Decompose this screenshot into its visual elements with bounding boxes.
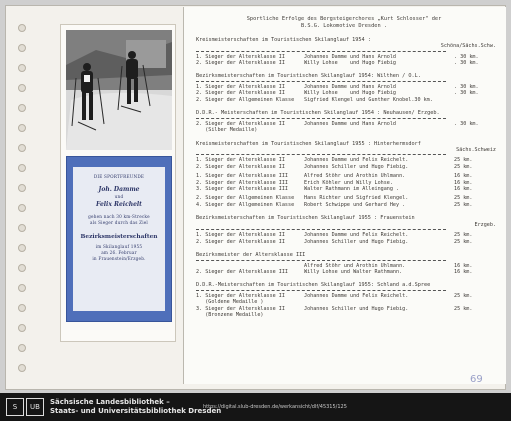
library-footer	[0, 393, 511, 421]
skiers-photo	[66, 30, 172, 150]
section-underline	[196, 118, 446, 119]
result-row	[196, 97, 496, 103]
result-distance: 16 km.	[454, 186, 473, 193]
result-names: Willy Lohse und Hugo Fiebig	[304, 90, 397, 97]
section-underline	[196, 51, 446, 52]
result-section	[196, 110, 496, 133]
result-names: Johannes Damme und Hans Arnold	[304, 120, 397, 127]
result-distance: 25 km.	[454, 292, 473, 299]
result-distance: . 30 km.	[454, 120, 479, 127]
result-names: Alfred Stöhr und Arothin Uhlmann.	[304, 262, 406, 269]
section-heading-note: Sächs.Schweiz	[456, 147, 496, 154]
section-heading: Bezirksmeister der Altersklasse III	[196, 251, 306, 258]
section-heading-note: Erzgeb.	[474, 221, 496, 228]
result-place: 4. Sieger der Allgemeinen Klasse	[196, 201, 295, 208]
program-card	[66, 156, 172, 322]
result-place: 2. Sieger der Altersklasse III	[196, 268, 289, 275]
result-distance: . 30 km.	[454, 59, 479, 66]
result-place: 1. Sieger der Altersklasse III	[196, 173, 289, 180]
result-place: 1. Sieger der Altersklasse II	[196, 232, 285, 239]
result-row	[196, 186, 496, 192]
section-heading-note: Schöna/Sächs.Schw.	[440, 43, 496, 50]
program-card-inner	[73, 167, 165, 311]
result-names: Johannes Damme und Hans Arnold	[304, 53, 397, 60]
result-place: 2. Sieger der Allgemeinen Klasse	[196, 96, 295, 103]
result-distance: . 30 km.	[454, 53, 479, 60]
result-section	[196, 215, 496, 245]
typed-document	[196, 16, 496, 319]
program-name-2: Felix Reichelt	[96, 201, 142, 208]
section-underline	[196, 154, 446, 155]
result-row	[196, 202, 496, 208]
result-distance: . 30 km.	[454, 90, 479, 97]
result-place: 1. Sieger der Altersklasse II	[196, 292, 285, 299]
section-heading: Kreismeisterschaften im Touristischen Skilanglauf 1954 :	[196, 36, 371, 43]
program-text-2: als Sieger durch das Ziel	[90, 220, 148, 225]
result-place: (Silber Medaille)	[196, 127, 258, 134]
page-number: 69	[470, 374, 483, 385]
result-names: Johannes Schiller und Hugo Fiebig.	[304, 238, 409, 245]
result-row	[196, 164, 496, 170]
result-names: Robert Schwippe und Gerhard Hey .	[304, 201, 406, 208]
result-sections	[196, 37, 496, 319]
result-distance: 16 km.	[454, 262, 473, 269]
result-section	[196, 37, 496, 67]
result-place: 2. Sieger der Altersklasse II	[196, 59, 285, 66]
result-section	[196, 252, 496, 275]
section-heading: D.D.R.-Meisterschaften im Touristischen Skilanglauf 1955: Schland a.d.Spree	[196, 282, 431, 289]
result-names: Walter Rathmann im Alleingang .	[304, 186, 400, 193]
result-names: Johannes Damme und Felix Reichelt.	[304, 292, 409, 299]
result-place: 2. Sieger der Altersklasse III	[196, 179, 289, 186]
library-line-2: Staats- und Universitätsbibliothek Dresden	[50, 406, 222, 415]
result-distance: 25 km.	[454, 195, 473, 202]
result-names: Johannes Damme und Felix Reichelt.	[304, 232, 409, 239]
result-distance: 25 km.	[454, 163, 473, 170]
section-underline	[196, 229, 446, 230]
result-place: 3. Sieger der Altersklasse II	[196, 305, 285, 312]
result-names: Willy Lohse und Hugo Fiebig	[304, 59, 397, 66]
program-text-1: gehen nach 30 km-Strecke	[88, 214, 150, 219]
result-names: Sigfried Klengel und Gunther Knobel.30 km.	[304, 96, 433, 103]
result-names: Alfred Stöhr und Arothin Uhlmann.	[304, 173, 406, 180]
result-distance: 25 km.	[454, 201, 473, 208]
result-place: 2. Sieger der Altersklasse II	[196, 238, 285, 245]
result-row	[196, 127, 496, 133]
result-names: Johannes Damme und Felix Reichelt.	[304, 157, 409, 164]
result-distance: . 30 km.	[454, 83, 479, 90]
result-place: 2. Sieger der Altersklasse II	[196, 120, 285, 127]
result-place: 2. Sieger der Altersklasse II	[196, 90, 285, 97]
section-underline	[196, 81, 446, 82]
result-names: Hans Richter und Sigfried Klengel.	[304, 195, 409, 202]
result-place: 1. Sieger der Altersklasse II	[196, 53, 285, 60]
program-text-3: im Skilanglauf 1955	[95, 244, 143, 249]
section-heading: D.D.R.- Meisterschaften im Touristischen Skilanglauf 1954 : Neuhausen/ Erzgeb.	[196, 110, 440, 117]
library-line-1: Sächsische Landesbibliothek –	[50, 398, 170, 406]
program-text-5: in Frauenstein/Erzgeb.	[92, 256, 146, 261]
result-section	[196, 141, 496, 209]
section-heading: Bezirksmeisterschaften im Touristischen Skilanglauf 1955 : Frauenstein	[196, 215, 415, 222]
section-heading: Bezirksmeisterschaften im Touristischen Skilanglauf 1954: Wilthen / O.L.	[196, 73, 421, 80]
slub-logo-icon-2: UB	[26, 398, 44, 416]
source-url-link[interactable]: https://digital.slub-dresden.de/werkansicht/dlf/45315/125	[203, 404, 347, 410]
program-name-1: Joh. Damme	[98, 186, 140, 193]
document-title-line-2: B.S.G. Lokomotive Dresden .	[300, 22, 388, 29]
result-distance: 16 km.	[454, 179, 473, 186]
result-place: 1. Sieger der Altersklasse II	[196, 157, 285, 164]
result-row	[196, 60, 496, 66]
result-distance: 25 km.	[454, 238, 473, 245]
result-row	[196, 239, 496, 245]
section-underline	[196, 290, 446, 291]
slub-logo-icon: S	[6, 398, 24, 416]
result-place: 3. Sieger der Altersklasse III	[196, 186, 289, 193]
program-heading: Bezirksmeisterschaften	[80, 234, 158, 240]
result-names: Willy Lohse und Walter Rathmann.	[304, 268, 403, 275]
program-text-4: am 26. Februar	[101, 250, 137, 255]
result-names: Johannes Schiller und Hugo Fiebig.	[304, 163, 409, 170]
result-place: 1. Sieger der Altersklasse II	[196, 83, 285, 90]
result-place: 2. Sieger der Altersklasse II	[196, 163, 285, 170]
document-title-line-1: Sportliche Erfolge des Bergsteigerchores „Kurt Schlosser" der	[246, 16, 442, 22]
result-names: Erich Köhler und Willy Lohse.	[304, 179, 393, 186]
result-distance: 25 km.	[454, 232, 473, 239]
result-place: (Bronzene Medaille)	[196, 312, 264, 319]
section-heading: Kreismeisterschaften im Touristischen Skilanglauf 1955 : Hinterhermsdorf	[196, 140, 421, 147]
result-row	[196, 312, 496, 318]
library-name[interactable]	[50, 398, 221, 415]
result-section	[196, 73, 496, 103]
program-und: und	[114, 194, 124, 199]
result-names: Johannes Schiller und Hugo Fiebig.	[304, 305, 409, 312]
result-row	[196, 269, 496, 275]
result-distance: 25 km.	[454, 305, 473, 312]
result-place: (Goldene Medaille )	[196, 299, 264, 306]
result-distance: 16 km.	[454, 173, 473, 180]
section-underline	[196, 260, 446, 261]
binding-holes	[11, 6, 33, 391]
result-section	[196, 282, 496, 318]
result-names: Johannes Damme und Hans Arnold	[304, 83, 397, 90]
result-distance: 25 km.	[454, 157, 473, 164]
result-distance: 16 km.	[454, 268, 473, 275]
program-line-1: DIE SPORTFREUNDE	[93, 174, 145, 179]
result-place: 2. Sieger der Allgemeinen Klasse	[196, 195, 295, 202]
